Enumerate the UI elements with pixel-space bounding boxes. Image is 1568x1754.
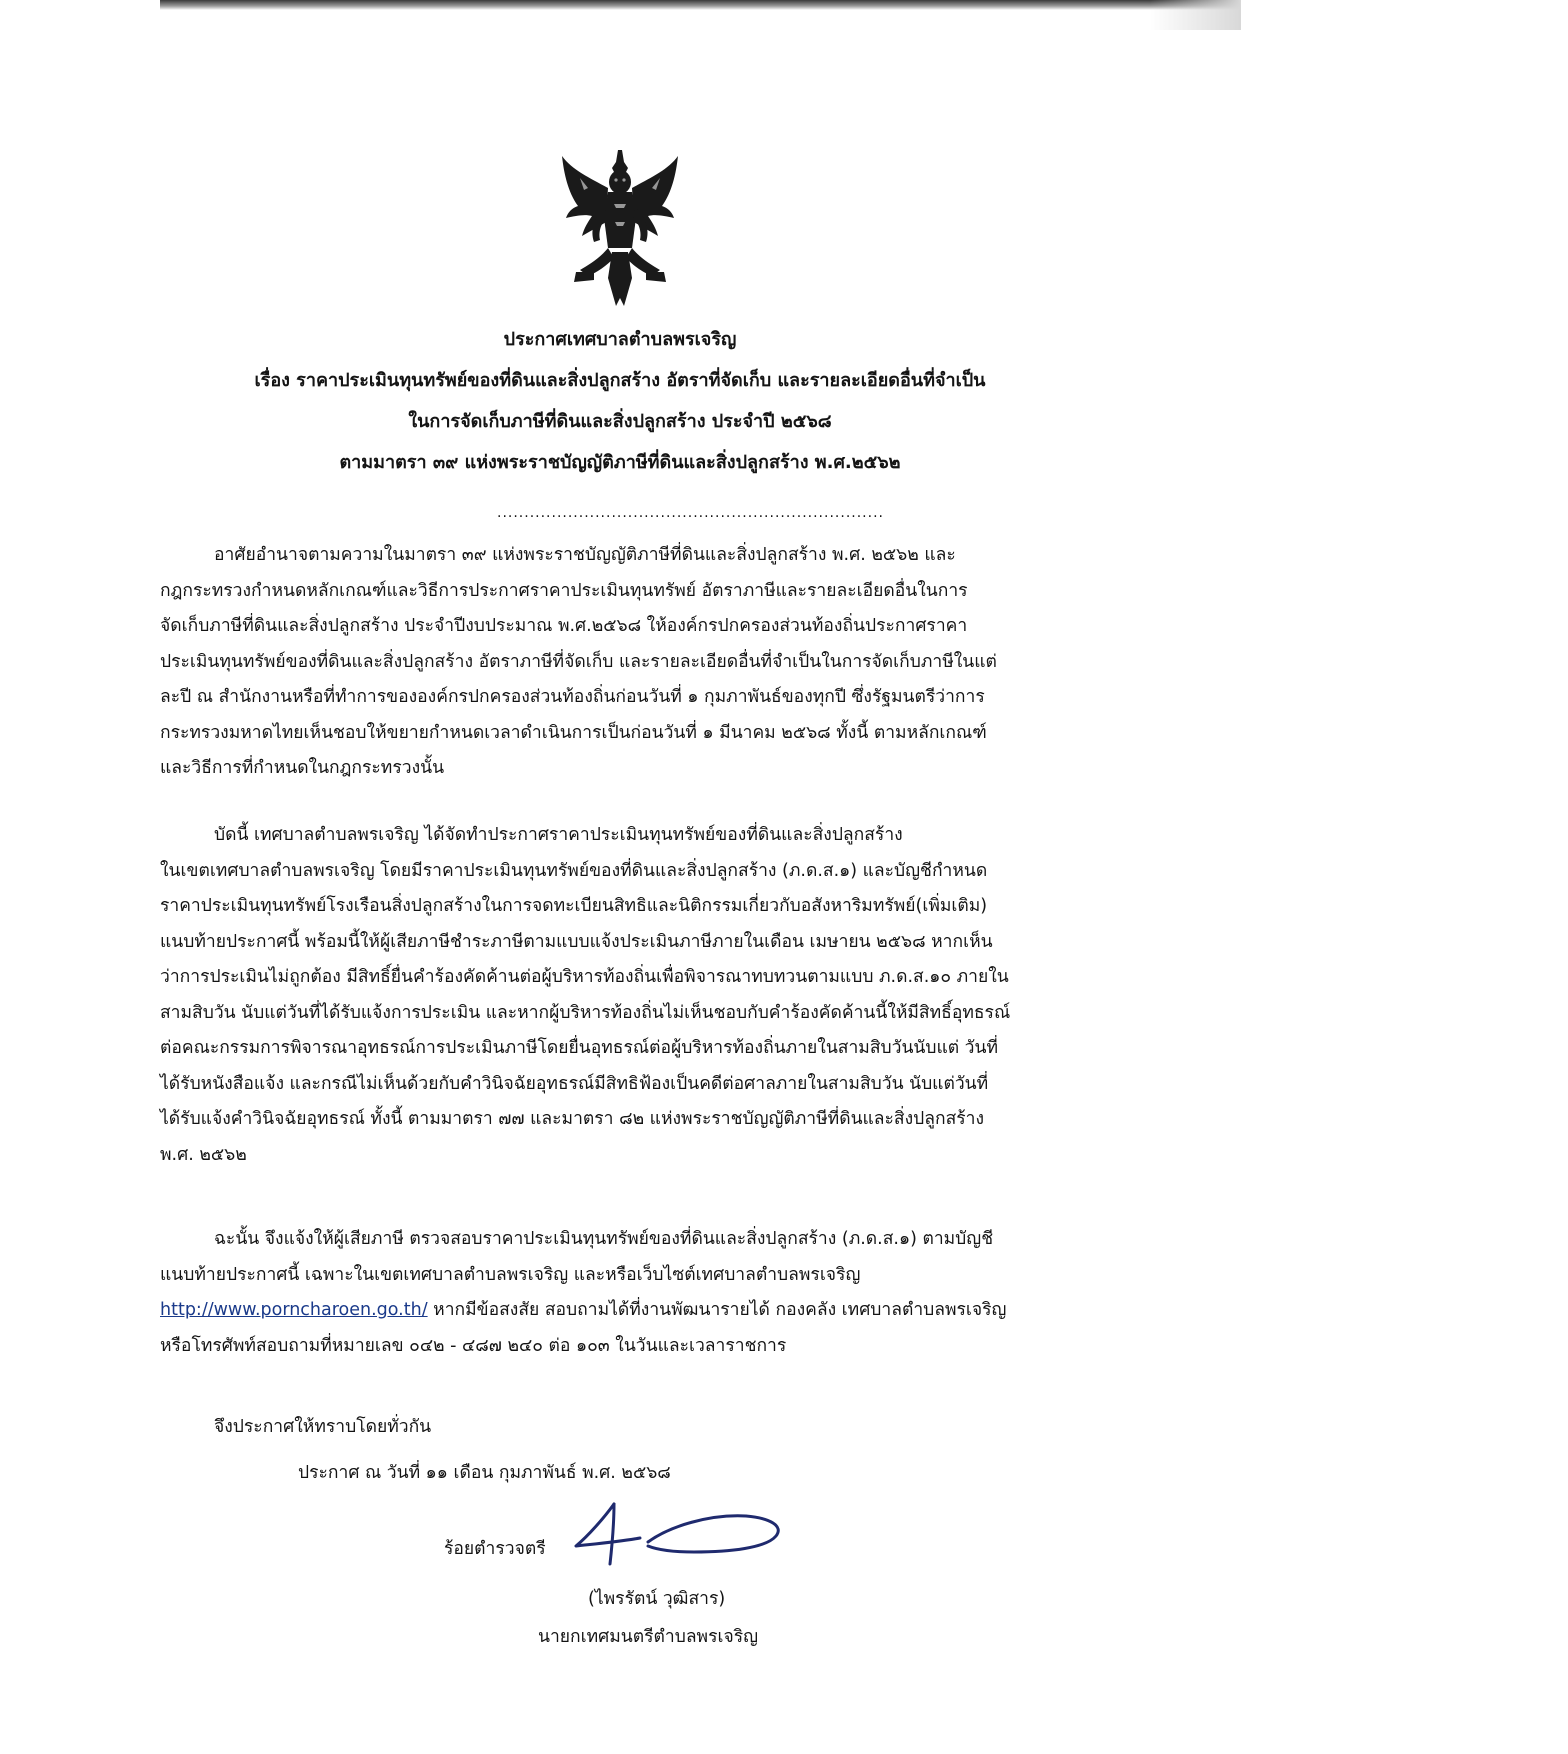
paragraph-line-with-link [160, 1293, 1140, 1329]
paragraph-line: ราคาประเมินทุนทรัพย์โรงเรือนสิ่งปลูกสร้างในการจดทะเบียนสิทธิและนิติกรรมเกี่ยวกับอสังหาริมทรัพย์(เพิ่มเติม) [160, 896, 988, 916]
paragraph-line: ในเขตเทศบาลตำบลพรเจริญ โดยมีราคาประเมินทุนทรัพย์ของที่ดินและสิ่งปลูกสร้าง (ภ.ด.ส.๑) และบัญชีกำหนด [160, 860, 988, 881]
announcement-subject: เรื่อง ราคาประเมินทุนทรัพย์ของที่ดินและสิ่งปลูกสร้าง อัตราที่จัดเก็บ และรายละเอียดอื่นที่จำเป็น [254, 370, 986, 391]
paragraph-line: แนบท้ายประกาศนี้ เฉพาะในเขตเทศบาลตำบลพรเจริญ และหรือเว็บไซต์เทศบาลตำบลพรเจริญ [160, 1264, 861, 1285]
signer-rank: ร้อยตำรวจตรี [444, 1539, 546, 1559]
closing-announce: จึงประกาศให้ทราบโดยทั่วกัน [214, 1417, 432, 1437]
paragraph-line: หรือโทรศัพท์สอบถามที่หมายเลข ๐๔๒ - ๔๘๗ ๒๔๐ ต่อ ๑๐๓ ในวันและเวลาราชการ [160, 1335, 787, 1356]
paragraph-line: จัดเก็บภาษีที่ดินและสิ่งปลูกสร้าง ประจำปีงบประมาณ พ.ศ.๒๕๖๘ ให้องค์กรปกครองส่วนท้องถิ่นประกาศราคา [160, 616, 968, 636]
scan-edge-shadow [160, 0, 1241, 10]
paragraph-line: ว่าการประเมินไม่ถูกต้อง มีสิทธิ์ยื่นคำร้องคัดค้านต่อผู้บริหารท้องถิ่นเพื่อพิจารณาทบทวนตามแบบ ภ.ด.ส.๑๐ ภายใน [160, 967, 1009, 987]
garuda-emblem-icon [560, 148, 680, 306]
announcement-title: ประกาศเทศบาลตำบลพรเจริญ [503, 329, 737, 350]
announcement-subject-line3: ตามมาตรา ๓๙ แห่งพระราชบัญญัติภาษีที่ดินและสิ่งปลูกสร้าง พ.ศ.๒๕๖๒ [339, 452, 901, 473]
paragraph-line: กระทรวงมหาดไทยเห็นชอบให้ขยายกำหนดเวลาดำเนินการเป็นก่อนวันที่ ๑ มีนาคม ๒๕๖๘ ทั้งนี้ ตามหลักเกณฑ์ [160, 722, 987, 743]
scan-edge-shadow-right [1150, 0, 1241, 30]
paragraph-assessment [160, 818, 1140, 1173]
paragraph-authority [160, 538, 1140, 787]
paragraph-line: ฉะนั้น จึงแจ้งให้ผู้เสียภาษี ตรวจสอบราคาประเมินทุนทรัพย์ของที่ดินและสิ่งปลูกสร้าง (ภ.ด.ส.๑) ตามบัญชี [214, 1229, 994, 1249]
paragraph-line: สามสิบวัน นับแต่วันที่ได้รับแจ้งการประเมิน และหากผู้บริหารท้องถิ่นไม่เห็นชอบกับคำร้องคัดค้านนี้ให้มีสิทธิ์อุทธรณ์ [160, 1002, 1011, 1023]
paragraph-contact [160, 1222, 1140, 1364]
signature-mark [570, 1498, 810, 1568]
paragraph-line: ละปี ณ สำนักงานหรือที่ทำการขององค์กรปกครองส่วนท้องถิ่นก่อนวันที่ ๑ กุมภาพันธ์ของทุกปี ซึ่งรัฐมนตรีว่าการ [160, 687, 985, 707]
paragraph-line: ได้รับแจ้งคำวินิจฉัยอุทธรณ์ ทั้งนี้ ตามมาตรา ๗๗ และมาตรา ๘๒ แห่งพระราชบัญญัติภาษีที่ดินและสิ่งปลูกสร้าง [160, 1109, 985, 1129]
paragraph-line: บัดนี้ เทศบาลตำบลพรเจริญ ได้จัดทำประกาศราคาประเมินทุนทรัพย์ของที่ดินและสิ่งปลูกสร้าง [214, 825, 903, 845]
announcement-subject-line2: ในการจัดเก็บภาษีที่ดินและสิ่งปลูกสร้าง ประจำปี ๒๕๖๘ [408, 411, 832, 432]
signer-name: (ไพรรัตน์ วุฒิสาร) [588, 1589, 726, 1609]
paragraph-line: ได้รับหนังสือแจ้ง และกรณีไม่เห็นด้วยกับคำวินิจฉัยอุทธรณ์มีสิทธิฟ้องเป็นคดีต่อศาลภายในสามสิบวัน นับแต่วันที่ [160, 1073, 989, 1094]
paragraph-line: กฎกระทรวงกำหนดหลักเกณฑ์และวิธีการประกาศราคาประเมินทุนทรัพย์ อัตราภาษีและรายละเอียดอื่นในการ [160, 580, 968, 601]
paragraph-line: ต่อคณะกรรมการพิจารณาอุทธรณ์การประเมินภาษีโดยยื่นอุทธรณ์ต่อผู้บริหารท้องถิ่นภายในสามสิบวันนับแต่ วันที่ [160, 1038, 999, 1058]
paragraph-line: และวิธีการที่กำหนดในกฎกระทรวงนั้น [160, 758, 445, 778]
title-divider: ....................................................................... [497, 505, 884, 521]
paragraph-line-rest: หากมีข้อสงสัย สอบถามได้ที่งานพัฒนารายได้ กองคลัง เทศบาลตำบลพรเจริญ [427, 1300, 1007, 1320]
paragraph-line: แนบท้ายประกาศนี้ พร้อมนี้ให้ผู้เสียภาษีชำระภาษีตามแบบแจ้งประเมินภาษีภายในเดือน เมษายน ๒๕๖๘ หากเห็น [160, 931, 993, 952]
website-link[interactable]: http://www.porncharoen.go.th/ [160, 1300, 428, 1320]
signer-position: นายกเทศมนตรีตำบลพรเจริญ [538, 1627, 759, 1647]
announce-date: ประกาศ ณ วันที่ ๑๑ เดือน กุมภาพันธ์ พ.ศ. ๒๕๖๘ [298, 1463, 671, 1483]
paragraph-line: ประเมินทุนทรัพย์ของที่ดินและสิ่งปลูกสร้าง อัตราภาษีที่จัดเก็บ และรายละเอียดอื่นที่จำเป็นในการจัดเก็บภาษีในแต่ [160, 651, 997, 672]
paragraph-line: อาศัยอำนาจตามความในมาตรา ๓๙ แห่งพระราชบัญญัติภาษีที่ดินและสิ่งปลูกสร้าง พ.ศ. ๒๕๖๒ และ [214, 545, 956, 565]
paragraph-line: พ.ศ. ๒๕๖๒ [160, 1144, 247, 1165]
